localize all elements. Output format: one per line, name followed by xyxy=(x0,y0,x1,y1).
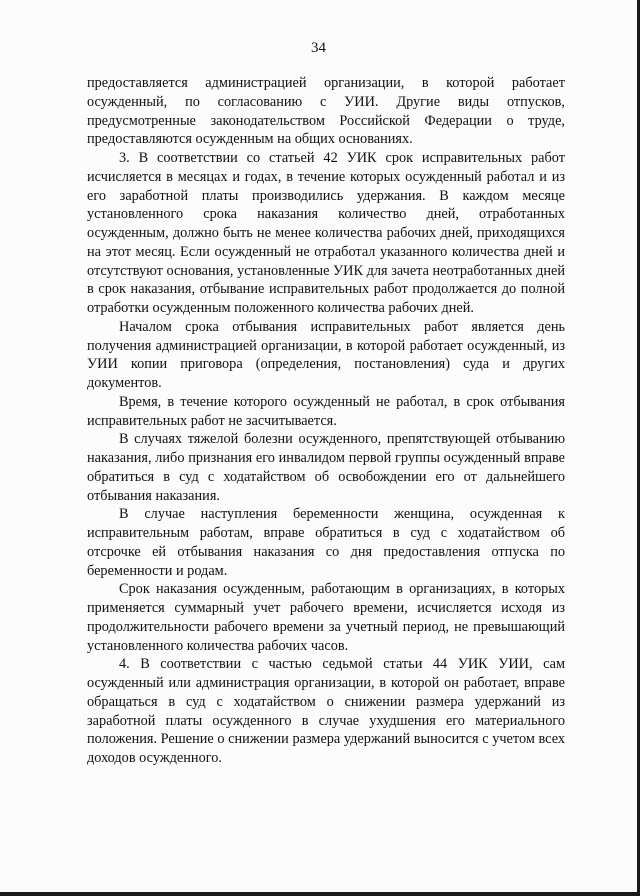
paragraph-summary-accounting: Срок наказания осужденным, работающим в организациях, в которых применяется суммарный учет рабочего времени, исчисляется исходя из продолжительности рабочего времени за учетный период, не превышающий установленного количества рабочих часов. xyxy=(87,581,565,654)
page-number: 34 xyxy=(311,40,326,56)
document-body xyxy=(87,74,565,768)
paragraph-pregnancy: В случае наступления беременности женщина, осужденная к исправительным работам, вправе обратиться в суд с ходатайством об отсрочке ей отбывания наказания со дня предоставления отпуска по беременности и родам. xyxy=(87,506,565,579)
paragraph-term-calculation: 3. В соответствии со статьей 42 УИК срок исправительных работ исчисляется в месяцах и годах, в течение которых осужденный работал и из его заработной платы производились удержания. В каждом месяце установленного срока наказания количество дней, отработанных осужденным, должно быть не менее количества рабочих дней, приходящихся на этот месяц. Если осужденный не отработал указанного количества дней и отсутствуют основания, установленные УИК для зачета неотработанных дней в срок наказания, отбывание исправительных работ продолжается до полной отработки осужденным положенного количества рабочих дней. xyxy=(87,150,565,316)
paragraph-term-start: Началом срока отбывания исправительных работ является день получения администрацией организации, в которой работает осужденный, из УИИ копии приговора (определения, постановления) суда и других документов. xyxy=(87,318,565,391)
paragraph-illness: В случаях тяжелой болезни осужденного, препятствующей отбыванию наказания, либо признания его инвалидом первой группы осужденный вправе обратиться в суд с ходатайством об освобождении его от дальнейшего отбывания наказания. xyxy=(87,431,565,504)
paragraph-non-working-time: Время, в течение которого осужденный не работал, в срок отбывания исправительных работ не засчитывается. xyxy=(87,393,565,429)
paragraph-vacation-continuation: предоставляется администрацией организации, в которой работает осужденный, по согласованию с УИИ. Другие виды отпусков, предусмотренные законодательством Российской Федерации о труде, предоставляются осужденным на общих основаниях. xyxy=(87,75,565,148)
paragraph-deduction-reduction: 4. В соответствии с частью седьмой статьи 44 УИК УИИ, сам осужденный или администрация организации, в которой он работает, вправе обращаться в суд с ходатайством о снижении размера удержаний из заработной платы осужденного в случае ухудшения его материального положения. Решение о снижении размера удержаний выносится с учетом всех доходов осужденного. xyxy=(87,656,565,766)
